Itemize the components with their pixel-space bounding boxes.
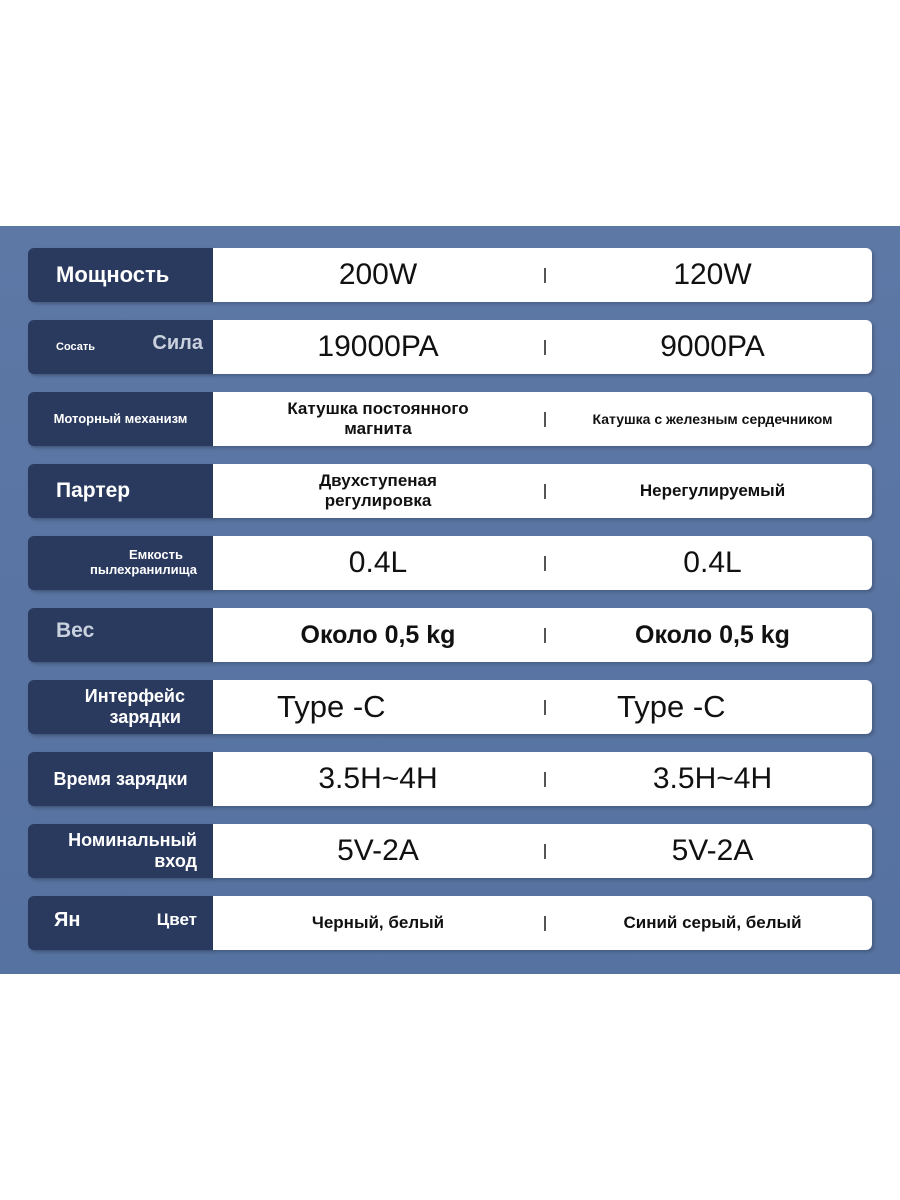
spec-label-small: Сосать <box>56 341 96 353</box>
spec-value-right: Нерегулируемый <box>639 481 786 501</box>
spec-label: Моторный механизм <box>53 410 188 426</box>
spec-table <box>0 226 900 974</box>
spec-value-line: регулировка <box>324 491 432 510</box>
spec-label <box>68 824 197 878</box>
spec-values <box>213 248 872 302</box>
spec-label-cell <box>28 392 213 446</box>
column-divider <box>544 484 546 499</box>
spec-value-left <box>213 392 543 446</box>
spec-label-cell <box>28 320 213 374</box>
spec-label-cell <box>28 752 213 806</box>
spec-row-charging-time <box>28 752 872 806</box>
spec-values <box>213 536 872 590</box>
spec-row-weight <box>28 608 872 662</box>
spec-value-left: Type -C <box>277 689 386 725</box>
spec-values <box>213 824 872 878</box>
column-divider <box>544 700 546 715</box>
spec-label-cell <box>28 896 213 950</box>
column-divider <box>544 412 546 427</box>
spec-values <box>213 608 872 662</box>
spec-value-right: 9000PA <box>660 329 765 363</box>
spec-comparison-panel <box>0 226 900 974</box>
spec-label-line: пылехранилища <box>90 562 197 577</box>
spec-value-left: 200W <box>338 257 418 291</box>
column-divider <box>544 772 546 787</box>
spec-label: Вес <box>56 619 95 642</box>
spec-label-line: Интерфейс <box>84 686 185 707</box>
spec-value-right: 120W <box>673 257 752 291</box>
spec-row-suction <box>28 320 872 374</box>
spec-label-cell <box>28 248 213 302</box>
spec-row-rated-input <box>28 824 872 878</box>
spec-values <box>213 896 872 950</box>
column-divider <box>544 340 546 355</box>
spec-row-motor <box>28 392 872 446</box>
spec-value-line: Катушка постоянного <box>287 399 469 419</box>
column-divider <box>544 628 546 643</box>
spec-value-left: 0.4L <box>348 545 408 579</box>
spec-label-cell <box>28 824 213 878</box>
spec-label-cell <box>28 536 213 590</box>
spec-label: Время зарядки <box>53 768 188 789</box>
spec-value-left: Черный, белый <box>311 913 445 933</box>
spec-label-line: зарядки <box>109 707 181 727</box>
spec-value-right: 5V-2A <box>671 833 754 867</box>
spec-label-line: вход <box>154 851 197 871</box>
column-divider <box>544 268 546 283</box>
spec-values <box>213 320 872 374</box>
column-divider <box>544 916 546 931</box>
spec-value-left <box>213 464 543 518</box>
spec-row-color <box>28 896 872 950</box>
spec-values <box>213 680 872 734</box>
spec-label-line: Номинальный <box>68 830 197 851</box>
spec-label-part: Ян <box>54 908 81 931</box>
spec-values <box>213 752 872 806</box>
spec-value-right: Около 0,5 kg <box>635 620 790 649</box>
spec-label <box>90 536 197 590</box>
column-divider <box>544 844 546 859</box>
spec-value-right: Катушка с железным сердечником <box>592 410 833 427</box>
spec-label <box>28 680 213 734</box>
spec-label-large: Сила <box>152 331 203 354</box>
spec-value-right: 0.4L <box>683 545 742 579</box>
spec-label: Партер <box>56 479 131 502</box>
spec-row-power <box>28 248 872 302</box>
spec-row-charging-interface <box>28 680 872 734</box>
spec-value-right: 3.5H~4H <box>652 761 773 795</box>
spec-value-left: 19000PA <box>317 329 439 363</box>
spec-value-left: 5V-2A <box>337 833 419 867</box>
spec-label-cell <box>28 680 213 734</box>
spec-label-line: Емкость <box>129 547 183 563</box>
spec-value-right: Синий серый, белый <box>623 913 802 933</box>
column-divider <box>544 556 546 571</box>
spec-row-capacity <box>28 536 872 590</box>
spec-label-part: Цвет <box>156 910 197 929</box>
spec-value-line: магнита <box>344 419 412 438</box>
spec-label-cell <box>28 464 213 518</box>
spec-value-left: Около 0,5 kg <box>300 620 456 649</box>
spec-value-left: 3.5H~4H <box>318 761 438 795</box>
spec-label: Мощность <box>56 262 170 287</box>
spec-value-line: Двухступеная <box>319 471 437 491</box>
spec-value-right: Type -C <box>617 689 726 725</box>
spec-label-cell <box>28 608 213 662</box>
spec-row-parterre <box>28 464 872 518</box>
spec-values <box>213 392 872 446</box>
spec-values <box>213 464 872 518</box>
